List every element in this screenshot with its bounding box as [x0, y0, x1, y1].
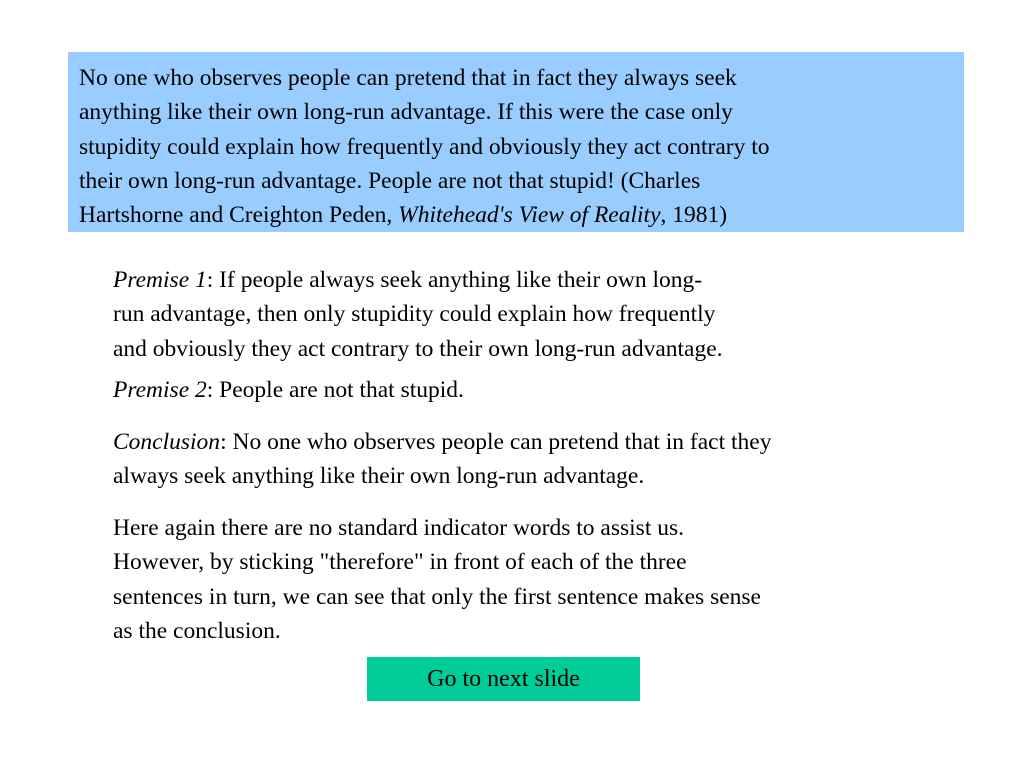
premise-1-line: run advantage, then only stupidity could explain how frequently: [113, 301, 716, 328]
commentary-line: sentences in turn, we can see that only the first sentence makes sense: [113, 583, 761, 610]
quote-line: their own long-run advantage. People are not that stupid! (Charles: [79, 167, 701, 194]
premise-1-line: [113, 263, 723, 297]
citation-year: , 1981): [660, 202, 728, 229]
commentary-line: as the conclusion.: [113, 617, 281, 644]
commentary: [113, 511, 761, 648]
premise-1: [113, 263, 723, 366]
quote-line: stupidity could explain how frequently and obviously they act contrary to: [79, 133, 770, 160]
conclusion-line: [113, 425, 771, 459]
quote-box: [68, 52, 964, 232]
premise-2-text: : People are not that stupid.: [206, 377, 464, 403]
commentary-line: Here again there are no standard indicator words to assist us.: [113, 515, 684, 541]
premise-1-text: : If people always seek anything like their own long-: [206, 267, 703, 293]
premise-1-label: Premise 1: [113, 267, 207, 293]
premise-2-line: [113, 373, 464, 407]
commentary-line: However, by sticking "therefore" in front of each of the three: [113, 549, 687, 576]
conclusion-label: Conclusion: [113, 429, 221, 455]
quote-line: anything like their own long-run advantage. If this were the case only: [79, 99, 733, 126]
citation-title: Whitehead's View of Reality: [398, 202, 661, 229]
conclusion-text: : No one who observes people can pretend that in fact they: [220, 429, 772, 455]
citation-authors: Hartshorne and Creighton Peden,: [79, 202, 399, 229]
conclusion-line: always seek anything like their own long-run advantage.: [113, 463, 645, 490]
quote-citation-line: [79, 198, 952, 232]
premise-1-line: and obviously they act contrary to their own long-run advantage.: [113, 335, 723, 362]
conclusion: [113, 425, 771, 494]
next-slide-button[interactable]: Go to next slide: [367, 657, 640, 701]
premise-2: [113, 373, 464, 407]
quote-line: No one who observes people can pretend that in fact they always seek: [79, 65, 737, 91]
premise-2-label: Premise 2: [113, 377, 207, 403]
